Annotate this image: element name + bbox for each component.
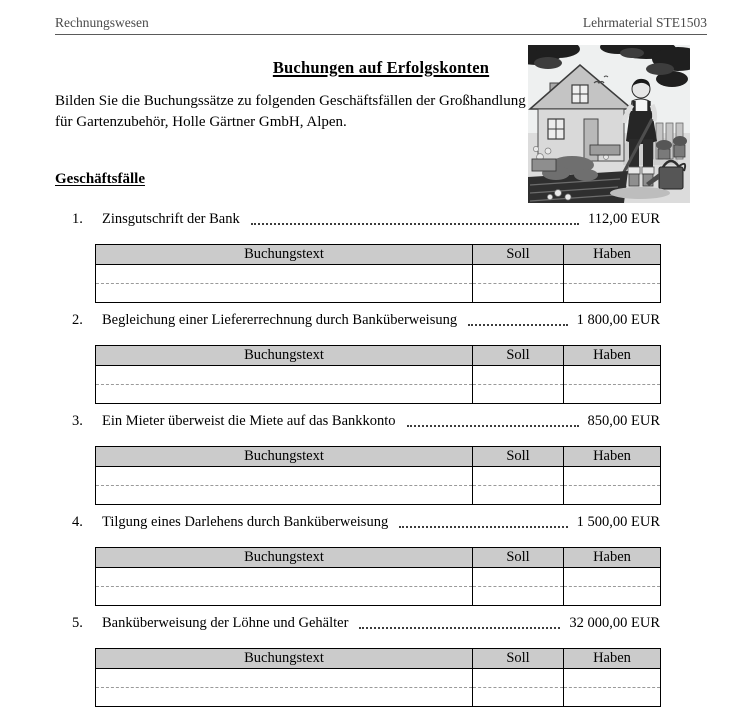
item-text: Ein Mieter überweist die Miete auf das Bankkonto	[102, 413, 396, 429]
booking-table	[95, 648, 661, 707]
blank-cell-haben	[564, 467, 661, 486]
blank-cell-soll	[473, 467, 564, 486]
column-header-buchungstext: Buchungstext	[96, 548, 473, 568]
blank-cell-haben	[564, 587, 661, 606]
booking-table-blank-row	[96, 467, 661, 486]
business-case-line	[72, 310, 660, 330]
column-header-soll: Soll	[473, 649, 564, 669]
blank-cell-buchungstext	[96, 669, 473, 688]
blank-cell-haben	[564, 265, 661, 284]
booking-table-blank-row	[96, 486, 661, 505]
blank-cell-haben	[564, 568, 661, 587]
item-text: Tilgung eines Darlehens durch Banküberweisung	[102, 514, 389, 530]
blank-cell-buchungstext	[96, 467, 473, 486]
blank-cell-soll	[473, 587, 564, 606]
item-amount: 32 000,00 EUR	[569, 615, 660, 631]
item-text: Zinsgutschrift der Bank	[102, 211, 240, 227]
dot-leader	[399, 526, 567, 528]
item-number: 2.	[72, 312, 83, 328]
column-header-haben: Haben	[564, 548, 661, 568]
column-header-haben: Haben	[564, 649, 661, 669]
column-header-buchungstext: Buchungstext	[96, 245, 473, 265]
business-case	[55, 613, 707, 707]
booking-table-header-row	[96, 649, 661, 669]
document-header	[55, 15, 707, 35]
booking-table-header-row	[96, 346, 661, 366]
page-title: Buchungen auf Erfolgskonten	[272, 58, 490, 77]
business-case	[55, 512, 707, 606]
business-case	[55, 209, 707, 303]
booking-table-blank-row	[96, 587, 661, 606]
header-material-id: Lehrmaterial STE1503	[582, 15, 707, 30]
business-cases-list	[55, 209, 707, 707]
item-text: Banküberweisung der Löhne und Gehälter	[102, 615, 349, 631]
blank-cell-soll	[473, 568, 564, 587]
item-number: 4.	[72, 514, 83, 530]
column-header-soll: Soll	[473, 245, 564, 265]
dot-leader	[359, 627, 560, 629]
booking-table-blank-row	[96, 366, 661, 385]
item-text: Begleichung einer Liefererrechnung durch Banküberweisung	[102, 312, 458, 328]
booking-table	[95, 345, 661, 404]
blank-cell-soll	[473, 284, 564, 303]
column-header-buchungstext: Buchungstext	[96, 649, 473, 669]
business-case	[55, 411, 707, 505]
blank-cell-haben	[564, 284, 661, 303]
blank-cell-haben	[564, 366, 661, 385]
dot-leader	[468, 324, 568, 326]
blank-cell-haben	[564, 385, 661, 404]
blank-cell-buchungstext	[96, 366, 473, 385]
blank-cell-buchungstext	[96, 265, 473, 284]
blank-cell-haben	[564, 486, 661, 505]
blank-cell-buchungstext	[96, 486, 473, 505]
business-case-line	[72, 411, 660, 431]
item-amount: 850,00 EUR	[587, 413, 660, 429]
blank-cell-soll	[473, 265, 564, 284]
intro-paragraph: Bilden Sie die Buchungssätze zu folgenden Geschäftsfällen der Großhandlung für Gartenzubehör, Holle Gärtner GmbH, Alpen.	[55, 93, 526, 130]
booking-table-blank-row	[96, 669, 661, 688]
blank-cell-buchungstext	[96, 587, 473, 606]
blank-cell-soll	[473, 486, 564, 505]
blank-cell-buchungstext	[96, 568, 473, 587]
booking-table	[95, 244, 661, 303]
booking-table	[95, 446, 661, 505]
booking-table-header-row	[96, 548, 661, 568]
blank-cell-soll	[473, 669, 564, 688]
item-number: 1.	[72, 211, 83, 227]
garden-illustration	[528, 45, 690, 203]
item-number: 3.	[72, 413, 83, 429]
dot-leader	[251, 223, 579, 225]
booking-table	[95, 547, 661, 606]
business-case-line	[72, 512, 660, 532]
blank-cell-soll	[473, 688, 564, 707]
column-header-soll: Soll	[473, 346, 564, 366]
business-case-line	[72, 209, 660, 229]
header-subject: Rechnungswesen	[55, 15, 149, 30]
business-case-line	[72, 613, 660, 633]
item-number: 5.	[72, 615, 83, 631]
blank-cell-haben	[564, 669, 661, 688]
column-header-haben: Haben	[564, 245, 661, 265]
column-header-haben: Haben	[564, 447, 661, 467]
dot-leader	[407, 425, 579, 427]
column-header-haben: Haben	[564, 346, 661, 366]
booking-table-blank-row	[96, 688, 661, 707]
column-header-buchungstext: Buchungstext	[96, 447, 473, 467]
booking-table-blank-row	[96, 385, 661, 404]
blank-cell-soll	[473, 366, 564, 385]
blank-cell-buchungstext	[96, 385, 473, 404]
blank-cell-buchungstext	[96, 284, 473, 303]
column-header-soll: Soll	[473, 447, 564, 467]
column-header-soll: Soll	[473, 548, 564, 568]
booking-table-blank-row	[96, 265, 661, 284]
item-amount: 1 500,00 EUR	[576, 514, 660, 530]
item-amount: 112,00 EUR	[588, 211, 660, 227]
booking-table-header-row	[96, 245, 661, 265]
blank-cell-soll	[473, 385, 564, 404]
business-case	[55, 310, 707, 404]
booking-table-blank-row	[96, 284, 661, 303]
booking-table-header-row	[96, 447, 661, 467]
blank-cell-buchungstext	[96, 688, 473, 707]
item-amount: 1 800,00 EUR	[576, 312, 660, 328]
blank-cell-haben	[564, 688, 661, 707]
column-header-buchungstext: Buchungstext	[96, 346, 473, 366]
booking-table-blank-row	[96, 568, 661, 587]
section-heading: Geschäftsfälle	[55, 171, 145, 187]
